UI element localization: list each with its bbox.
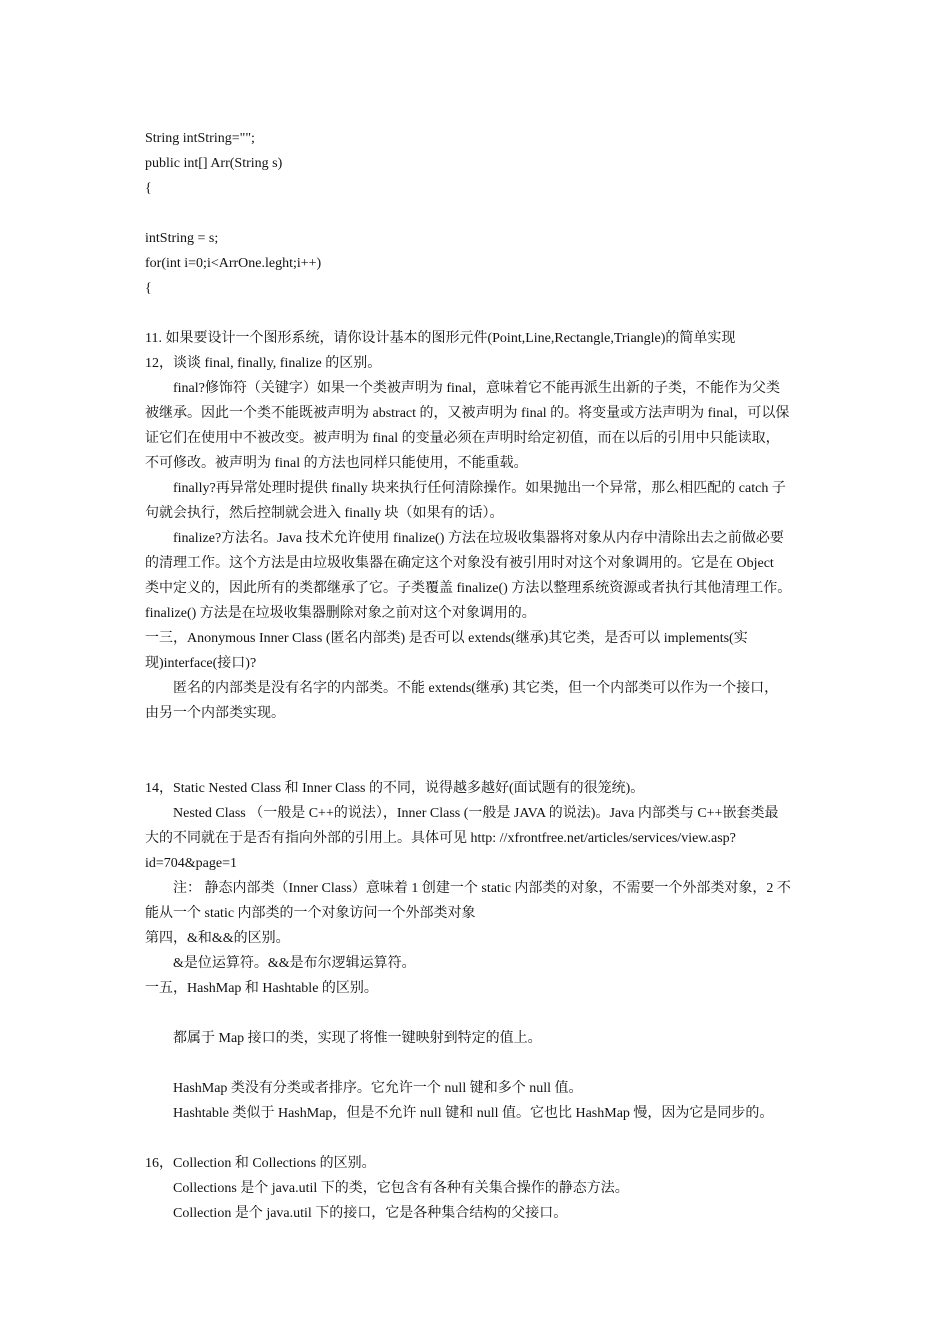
code-line: public int[] Arr(String s): [145, 156, 283, 171]
question-heading: 12，谈谈 final, finally, finalize 的区别。: [145, 356, 382, 371]
paragraph-line: 证它们在使用中不被改变。被声明为 final 的变量必须在声明时给定初值，而在以后的引用中只能读取，: [145, 431, 780, 446]
paragraph-line: 都属于 Map 接口的类，实现了将惟一键映射到特定的值上。: [173, 1031, 542, 1046]
question-heading: 一五，HashMap 和 Hashtable 的区别。: [145, 981, 378, 996]
paragraph-line: 的清理工作。这个方法是由垃圾收集器在确定这个对象没有被引用时对这个对象调用的。它是在 Object: [145, 556, 774, 571]
blank-line: [145, 201, 811, 226]
question-heading: 一三，Anonymous Inner Class (匿名内部类) 是否可以 extends(继承)其它类，是否可以 implements(实: [145, 631, 748, 646]
paragraph-line: Collection 是个 java.util 下的接口，它是各种集合结构的父接口。: [173, 1206, 568, 1221]
paragraph-line: 大的不同就在于是否有指向外部的引用上。具体可见 http: //xfrontfree.net/articles/services/view.asp?: [145, 831, 736, 846]
question-heading: 11. 如果要设计一个图形系统，请你设计基本的图形元件(Point,Line,Rectangle,Triangle)的简单实现: [145, 331, 736, 346]
paragraph-line: Collections 是个 java.util 下的类，它包含有各种有关集合操作的静态方法。: [173, 1181, 629, 1196]
code-line: String intString="";: [145, 131, 255, 146]
blank-line: [145, 1001, 811, 1026]
document-body: [145, 126, 811, 1226]
paragraph-line: finalize() 方法是在垃圾收集器删除对象之前对这个对象调用的。: [145, 606, 536, 621]
paragraph-line: finalize?方法名。Java 技术允许使用 finalize() 方法在垃圾收集器将对象从内存中清除出去之前做必要: [173, 531, 784, 546]
paragraph-line: id=704&page=1: [145, 856, 237, 871]
question-heading: 14，Static Nested Class 和 Inner Class 的不同，说得越多越好(面试题有的很笼统)。: [145, 781, 645, 796]
paragraph-line: 注： 静态内部类（Inner Class）意味着 1 创建一个 static 内部类的对象，不需要一个外部类对象，2 不: [173, 881, 791, 896]
paragraph-line: 被继承。因此一个类不能既被声明为 abstract 的，又被声明为 final 的。将变量或方法声明为 final，可以保: [145, 406, 790, 421]
paragraph-line: Nested Class （一般是 C++的说法），Inner Class (一般是 JAVA 的说法)。Java 内部类与 C++嵌套类最: [173, 806, 779, 821]
code-line: {: [145, 181, 152, 196]
paragraph-line: 类中定义的，因此所有的类都继承了它。子类覆盖 finalize() 方法以整理系统资源或者执行其他清理工作。: [145, 581, 792, 596]
paragraph-line: 句就会执行，然后控制就会进入 finally 块（如果有的话）。: [145, 506, 504, 521]
blank-line: [145, 1126, 811, 1151]
question-heading: 第四，&和&&的区别。: [145, 931, 290, 946]
paragraph-line: 由另一个内部类实现。: [145, 706, 285, 721]
blank-line: [145, 726, 811, 751]
paragraph-line: Hashtable 类似于 HashMap，但是不允许 null 键和 null 值。它也比 HashMap 慢，因为它是同步的。: [173, 1106, 774, 1121]
question-heading: 16，Collection 和 Collections 的区别。: [145, 1156, 376, 1171]
paragraph-line: &是位运算符。&&是布尔逻辑运算符。: [173, 956, 416, 971]
paragraph-line: 不可修改。被声明为 final 的方法也同样只能使用，不能重载。: [145, 456, 528, 471]
paragraph-line: 能从一个 static 内部类的一个对象访问一个外部类对象: [145, 906, 476, 921]
blank-line: [145, 301, 811, 326]
blank-line: [145, 751, 811, 776]
paragraph-line: final?修饰符（关键字）如果一个类被声明为 final，意味着它不能再派生出新的子类，不能作为父类: [173, 381, 781, 396]
blank-line: [145, 1051, 811, 1076]
code-line: intString = s;: [145, 231, 219, 246]
paragraph-line: finally?再异常处理时提供 finally 块来执行任何清除操作。如果抛出一个异常，那么相匹配的 catch 子: [173, 481, 786, 496]
code-line: for(int i=0;i<ArrOne.leght;i++): [145, 256, 322, 271]
paragraph-line: HashMap 类没有分类或者排序。它允许一个 null 键和多个 null 值。: [173, 1081, 583, 1096]
paragraph-line: 匿名的内部类是没有名字的内部类。不能 extends(继承) 其它类，但一个内部类可以作为一个接口，: [173, 681, 779, 696]
question-heading: 现)interface(接口)?: [145, 656, 257, 671]
code-line: {: [145, 281, 152, 296]
